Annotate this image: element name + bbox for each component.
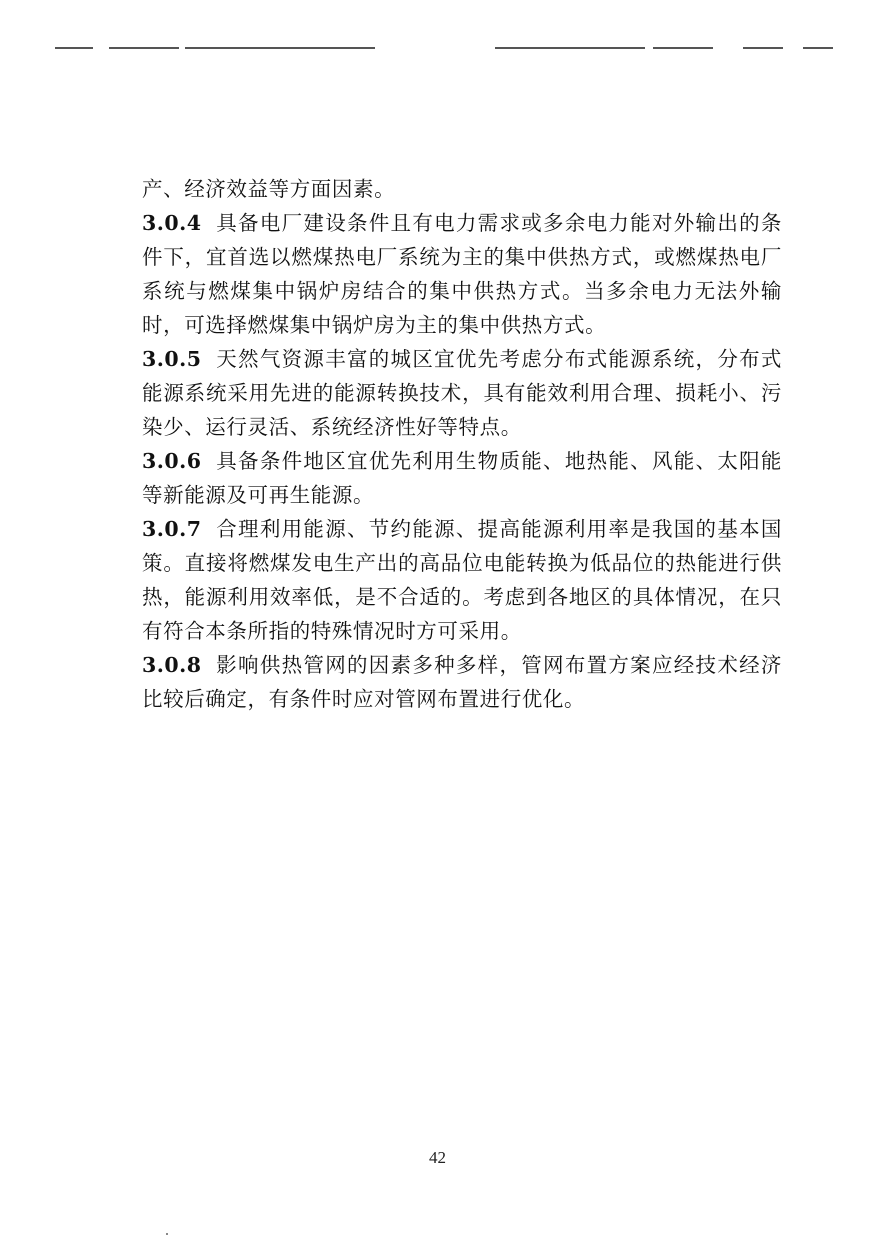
clause-number: 3.0.7: [142, 517, 202, 541]
clause-3-0-8: [142, 648, 782, 716]
clause-number: 3.0.6: [142, 449, 202, 473]
body-text: [142, 172, 782, 716]
clause-3-0-6: [142, 444, 782, 512]
clause-3-0-5: [142, 342, 782, 444]
clause-text: 具备电厂建设条件且有电力需求或多余电力能对外输出的条件下，宜首选以燃煤热电厂系统为主的集中供热方式，或燃煤热电厂系统与燃煤集中锅炉房结合的集中供热方式。当多余电力无法外输时，可选择燃煤集中锅炉房为主的集中供热方式。: [142, 211, 782, 337]
clause-number: 3.0.8: [142, 653, 202, 677]
scan-speck: [166, 1233, 168, 1235]
clause-text: 影响供热管网的因素多种多样，管网布置方案应经技术经济比较后确定，有条件时应对管网布置进行优化。: [142, 653, 782, 711]
clause-text: 天然气资源丰富的城区宜优先考虑分布式能源系统，分布式能源系统采用先进的能源转换技术，具有能效利用合理、损耗小、污染少、运行灵活、系统经济性好等特点。: [142, 347, 782, 439]
continuation-paragraph: 产、经济效益等方面因素。: [142, 177, 396, 201]
clause-3-0-4: [142, 206, 782, 342]
header-rule: [55, 47, 845, 49]
clause-number: 3.0.4: [142, 211, 202, 235]
clause-number: 3.0.5: [142, 347, 202, 371]
clause-text: 合理利用能源、节约能源、提高能源利用率是我国的基本国策。直接将燃煤发电生产出的高品位电能转换为低品位的热能进行供热，能源利用效率低，是不合适的。考虑到各地区的具体情况，在只有符合本条所指的特殊情况时方可采用。: [142, 517, 782, 643]
clause-text: 具备条件地区宜优先利用生物质能、地热能、风能、太阳能等新能源及可再生能源。: [142, 449, 782, 507]
clause-3-0-7: [142, 512, 782, 648]
page-number: 42: [429, 1148, 446, 1167]
